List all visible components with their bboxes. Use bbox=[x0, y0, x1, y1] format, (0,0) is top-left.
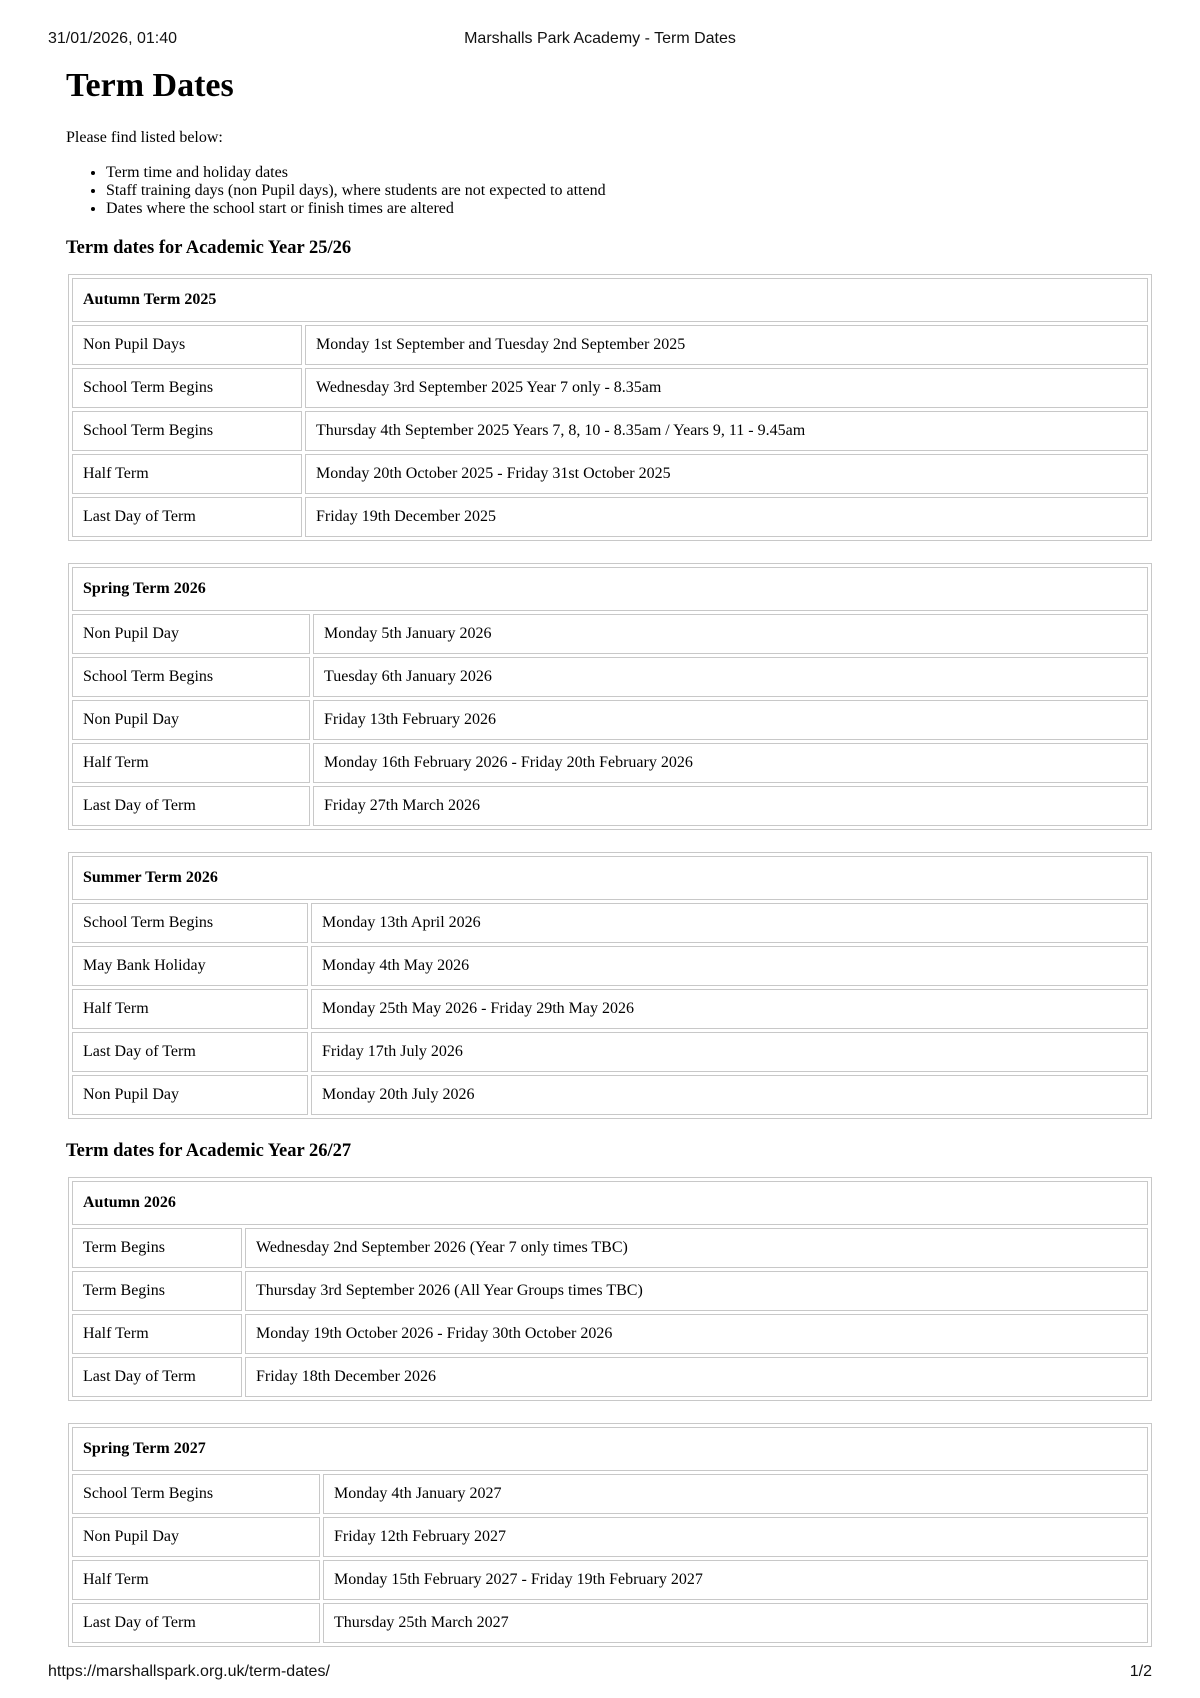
date-value: Friday 13th February 2026 bbox=[313, 700, 1148, 740]
term-name: Summer Term 2026 bbox=[72, 856, 1148, 900]
list-item: • Term time and holiday dates bbox=[106, 164, 1146, 182]
print-header bbox=[48, 30, 1152, 52]
date-value: Friday 19th December 2025 bbox=[305, 497, 1148, 537]
table-row bbox=[72, 1474, 1148, 1514]
date-label: Last Day of Term bbox=[72, 497, 302, 537]
date-value: Monday 19th October 2026 - Friday 30th October 2026 bbox=[245, 1314, 1148, 1354]
term-header-row bbox=[72, 856, 1148, 900]
date-label: School Term Begins bbox=[72, 657, 310, 697]
intro-list bbox=[66, 164, 1146, 218]
date-label: May Bank Holiday bbox=[72, 946, 308, 986]
date-label: Last Day of Term bbox=[72, 786, 310, 826]
date-label: Half Term bbox=[72, 743, 310, 783]
spacer bbox=[66, 1401, 1146, 1423]
date-value: Monday 5th January 2026 bbox=[313, 614, 1148, 654]
print-page-title: Marshalls Park Academy - Term Dates bbox=[464, 30, 736, 47]
table-row bbox=[72, 454, 1148, 494]
term-name: Spring Term 2026 bbox=[72, 567, 1148, 611]
date-value: Wednesday 3rd September 2025 Year 7 only - 8.35am bbox=[305, 368, 1148, 408]
term-header-row bbox=[72, 1427, 1148, 1471]
term-table bbox=[68, 1177, 1152, 1401]
list-item: • Staff training days (non Pupil days), where students are not expected to attend bbox=[106, 182, 1146, 200]
print-page-number: 1/2 bbox=[1129, 1663, 1152, 1680]
page-content bbox=[66, 62, 1146, 1667]
date-label: Non Pupil Day bbox=[72, 1075, 308, 1115]
date-value: Monday 4th January 2027 bbox=[323, 1474, 1148, 1514]
date-label: Half Term bbox=[72, 1314, 242, 1354]
date-value: Thursday 4th September 2025 Years 7, 8, 10 - 8.35am / Years 9, 11 - 9.45am bbox=[305, 411, 1148, 451]
date-value: Monday 15th February 2027 - Friday 19th February 2027 bbox=[323, 1560, 1148, 1600]
date-label: Last Day of Term bbox=[72, 1357, 242, 1397]
table-row bbox=[72, 1228, 1148, 1268]
table-row bbox=[72, 1517, 1148, 1557]
table-row bbox=[72, 497, 1148, 537]
print-datetime: 31/01/2026, 01:40 bbox=[48, 30, 178, 47]
date-label: Non Pupil Day bbox=[72, 700, 310, 740]
date-value: Monday 25th May 2026 - Friday 29th May 2026 bbox=[311, 989, 1148, 1029]
date-value: Friday 18th December 2026 bbox=[245, 1357, 1148, 1397]
table-row bbox=[72, 1271, 1148, 1311]
date-label: School Term Begins bbox=[72, 903, 308, 943]
table-row bbox=[72, 1603, 1148, 1643]
academic-year-heading: Term dates for Academic Year 26/27 bbox=[66, 1141, 352, 1161]
table-row bbox=[72, 1560, 1148, 1600]
date-value: Monday 13th April 2026 bbox=[311, 903, 1148, 943]
table-row bbox=[72, 1314, 1148, 1354]
date-value: Thursday 3rd September 2026 (All Year Groups times TBC) bbox=[245, 1271, 1148, 1311]
date-value: Monday 1st September and Tuesday 2nd September 2025 bbox=[305, 325, 1148, 365]
date-value: Tuesday 6th January 2026 bbox=[313, 657, 1148, 697]
spacer bbox=[66, 1119, 1146, 1139]
table-row bbox=[72, 368, 1148, 408]
date-label: School Term Begins bbox=[72, 368, 302, 408]
table-row bbox=[72, 325, 1148, 365]
term-header-row bbox=[72, 278, 1148, 322]
term-name: Autumn 2026 bbox=[72, 1181, 1148, 1225]
date-value: Monday 20th October 2025 - Friday 31st October 2025 bbox=[305, 454, 1148, 494]
date-label: School Term Begins bbox=[72, 411, 302, 451]
date-label: Non Pupil Day bbox=[72, 614, 310, 654]
term-table bbox=[68, 852, 1152, 1119]
print-url: https://marshallspark.org.uk/term-dates/ bbox=[48, 1663, 330, 1680]
list-item: • Dates where the school start or finish times are altered bbox=[106, 200, 1146, 218]
table-row bbox=[72, 743, 1148, 783]
term-header-row bbox=[72, 567, 1148, 611]
term-table bbox=[68, 274, 1152, 541]
date-label: Half Term bbox=[72, 989, 308, 1029]
term-header-row bbox=[72, 1181, 1148, 1225]
date-value: Monday 4th May 2026 bbox=[311, 946, 1148, 986]
spacer bbox=[66, 541, 1146, 563]
academic-year-heading: Term dates for Academic Year 25/26 bbox=[66, 238, 352, 258]
date-label: School Term Begins bbox=[72, 1474, 320, 1514]
spacer bbox=[66, 830, 1146, 852]
table-row bbox=[72, 989, 1148, 1029]
table-row bbox=[72, 786, 1148, 826]
table-row bbox=[72, 411, 1148, 451]
term-table bbox=[68, 563, 1152, 830]
term-table bbox=[68, 1423, 1152, 1647]
date-label: Term Begins bbox=[72, 1271, 242, 1311]
date-label: Term Begins bbox=[72, 1228, 242, 1268]
date-label: Last Day of Term bbox=[72, 1032, 308, 1072]
date-label: Half Term bbox=[72, 454, 302, 494]
table-row bbox=[72, 903, 1148, 943]
table-row bbox=[72, 700, 1148, 740]
table-row bbox=[72, 1032, 1148, 1072]
academic-years bbox=[66, 236, 1146, 1667]
date-value: Friday 12th February 2027 bbox=[323, 1517, 1148, 1557]
date-value: Monday 20th July 2026 bbox=[311, 1075, 1148, 1115]
date-label: Non Pupil Day bbox=[72, 1517, 320, 1557]
page-title: Term Dates bbox=[66, 67, 234, 104]
date-label: Last Day of Term bbox=[72, 1603, 320, 1643]
term-name: Autumn Term 2025 bbox=[72, 278, 1148, 322]
date-value: Thursday 25th March 2027 bbox=[323, 1603, 1148, 1643]
table-row bbox=[72, 657, 1148, 697]
date-value: Monday 16th February 2026 - Friday 20th February 2026 bbox=[313, 743, 1148, 783]
date-label: Non Pupil Days bbox=[72, 325, 302, 365]
date-value: Wednesday 2nd September 2026 (Year 7 only times TBC) bbox=[245, 1228, 1148, 1268]
print-footer bbox=[48, 1663, 1152, 1685]
term-name: Spring Term 2027 bbox=[72, 1427, 1148, 1471]
table-row bbox=[72, 946, 1148, 986]
date-label: Half Term bbox=[72, 1560, 320, 1600]
date-value: Friday 17th July 2026 bbox=[311, 1032, 1148, 1072]
table-row bbox=[72, 1075, 1148, 1115]
table-row bbox=[72, 614, 1148, 654]
intro-text: Please find listed below: bbox=[66, 129, 223, 146]
table-row bbox=[72, 1357, 1148, 1397]
date-value: Friday 27th March 2026 bbox=[313, 786, 1148, 826]
